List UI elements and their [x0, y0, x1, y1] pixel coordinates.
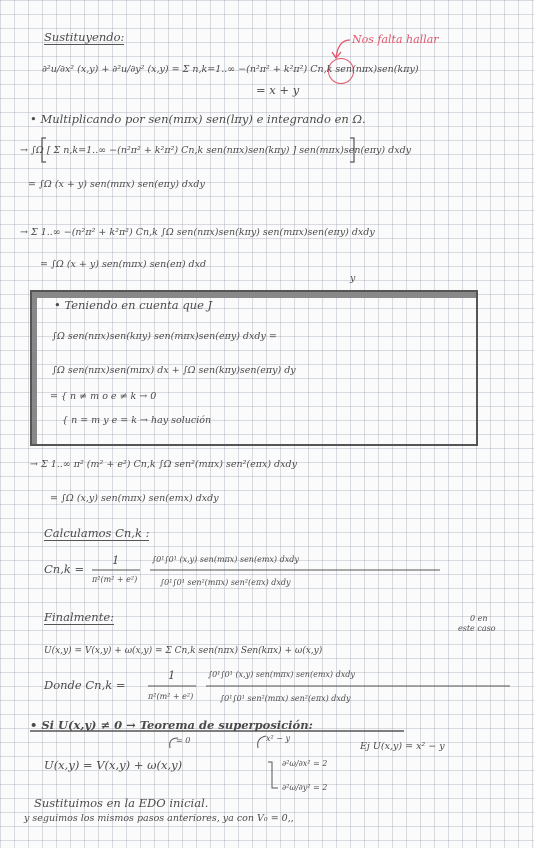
closing-line-2: y seguimos los mismos pasos anteriores, ya con V₀ = 0,,	[24, 813, 294, 824]
closing-line-1: Sustituimos en la EDO inicial.	[34, 796, 209, 810]
coef-denom: π²(m² + e²)	[92, 575, 138, 584]
sum-rhs-line: = ∫Ω (x + y) sen(mπx) sen(eπ) dxd	[40, 259, 207, 270]
integral-sum-line: → ∫Ω [ Σ n,k=1..∞ −(n²π² + k²π²) Cn,k sen(nπx)sen(kπy) ] sen(mπx)sen(eπy) dxdy	[20, 145, 412, 156]
coef-num-integral: ∫0¹∫0¹ (x,y) sen(mπx) sen(emx) dxdy	[152, 555, 299, 564]
donde-label: Donde Cn,k =	[44, 678, 126, 692]
heading-calculamos: Calculamos Cn,k :	[44, 526, 150, 540]
reduced-sum-line: → Σ 1..∞ π² (m² + e²) Cn,k ∫Ω sen²(mπx) sen²(eπx) dxdy	[30, 459, 297, 470]
w-yy-deriv: ∂²ω/∂y² = 2	[282, 783, 328, 792]
w-value: x² − y	[266, 734, 291, 743]
donde-denom: π²(m² + e²)	[148, 692, 194, 701]
pde-equation: ∂²u/∂x² (x,y) + ∂²u/∂y² (x,y) = Σ n,k=1..∞ −(n²π² + k²π²) Cn,k sen(nπx)sen(kπy)	[42, 64, 419, 75]
arrow-deriv	[268, 762, 278, 788]
superposition-heading: • Si U(x,y) ≠ 0 → Teorema de superposición:	[30, 718, 313, 732]
box-case-2: { n = m y e = k → hay solución	[62, 415, 212, 426]
box-integral: ∫Ω sen(nπx)sen(kπy) sen(mπx)sen(eπy) dxdy =	[52, 331, 277, 342]
reduced-rhs-line: = ∫Ω (x,y) sen(mπx) sen(emx) dxdy	[50, 493, 219, 504]
note-este-caso: este caso	[458, 624, 496, 633]
pde-rhs: = x + y	[256, 83, 300, 97]
note-box	[30, 290, 478, 446]
final-solution: U(x,y) = V(x,y) + ω(x,y) = Σ Cn,k sen(nπx) Sen(kπx) + ω(x,y)	[44, 646, 323, 656]
donde-num-integral: ∫0¹∫0¹ (x,y) sen(mπx) sen(emx) dxdy	[208, 670, 355, 679]
v-equals-zero: = 0	[176, 736, 191, 745]
superposition-eq: U(x,y) = V(x,y) + ω(x,y)	[44, 758, 183, 772]
box-separated: ∫Ω sen(nπx)sen(mπx) dx + ∫Ω sen(kπy)sen(eπy) dy	[52, 365, 296, 376]
dy-variable: y	[350, 273, 356, 284]
donde-den-integral: ∫0¹∫0¹ sen²(mπx) sen²(eπx) dxdy	[220, 694, 351, 703]
coef-one: 1	[112, 553, 120, 567]
note-cero-en: 0 en	[470, 614, 488, 623]
donde-one: 1	[168, 668, 176, 682]
step-multiplicando: • Multiplicando por sen(mπx) sen(lπy) e integrando en Ω.	[30, 112, 366, 126]
coef-den-integral: ∫0¹∫0¹ sen²(mπx) sen²(eπx) dxdy	[160, 578, 291, 587]
heading-sustituyendo: Sustituyendo:	[44, 30, 125, 44]
heading-finalmente: Finalmente:	[44, 610, 115, 624]
coef-label: Cn,k =	[44, 562, 85, 576]
note-nos-falta-hallar: Nos falta hallar	[352, 33, 439, 46]
box-teniendo: • Teniendo en cuenta que J	[54, 298, 213, 312]
sum-integral-line: → Σ 1..∞ −(n²π² + k²π²) Cn,k ∫Ω sen(nπx)sen(kπy) sen(mπx)sen(eπy) dxdy	[20, 227, 375, 238]
example-note: Ej U(x,y) = x² − y	[360, 741, 445, 752]
w-xx-deriv: ∂²ω/∂x² = 2	[282, 759, 328, 768]
integral-rhs-line: = ∫Ω (x + y) sen(mπx) sen(eπy) dxdy	[28, 179, 205, 190]
box-case-1: = { n ≠ m o e ≠ k → 0	[50, 391, 157, 402]
arrow-w	[258, 736, 266, 748]
